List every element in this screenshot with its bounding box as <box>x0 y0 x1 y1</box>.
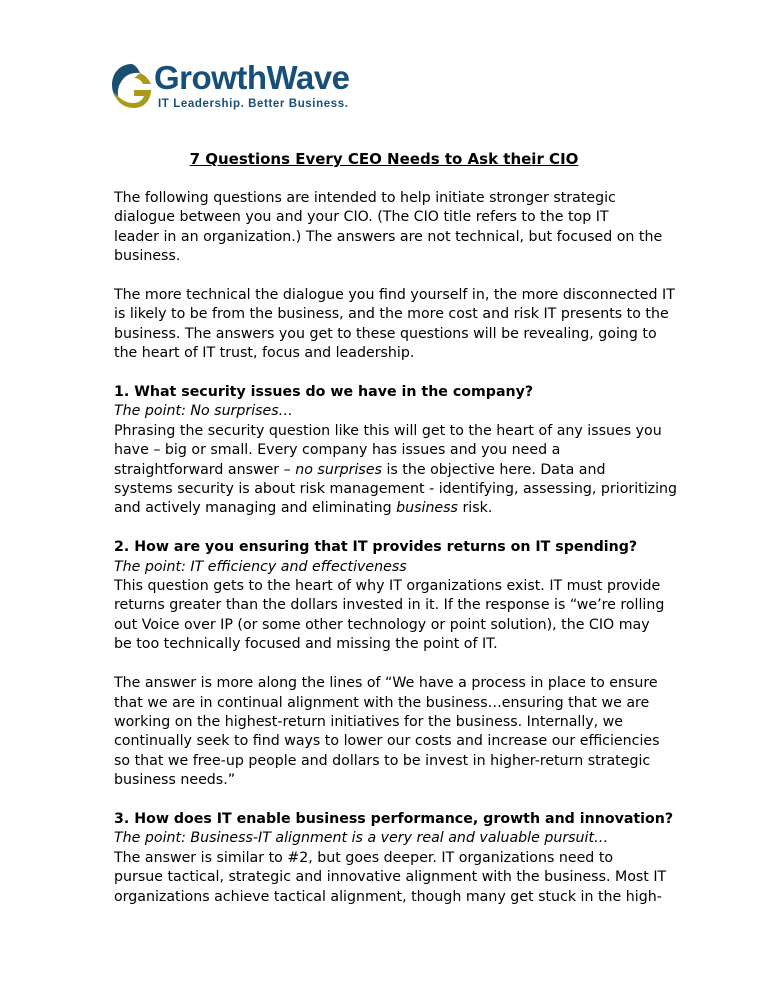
text-line: continually seek to find ways to lower our costs and increase our efficiencies <box>114 733 660 750</box>
text-line: pursue tactical, strategic and innovative alignment with the business. Most IT <box>114 869 667 886</box>
text-segment: is the objective here. Data and <box>381 461 606 478</box>
text-segment: and actively managing and eliminating <box>114 500 397 517</box>
text-segment: straightforward answer – <box>114 461 296 478</box>
document-body <box>114 189 678 926</box>
question-1-point: The point: No surprises… <box>114 403 293 420</box>
question-2-answer-paragraph <box>114 674 666 790</box>
question-3-point: The point: Business-IT alignment is a very real and valuable pursuit… <box>114 830 609 847</box>
text-line: business. The answers you get to these questions will be revealing, going to <box>114 325 657 342</box>
growthwave-swirl-icon <box>110 62 154 110</box>
emphasis-text: business <box>396 500 458 517</box>
text-line: This question gets to the heart of why IT organizations exist. IT must provide <box>114 578 661 595</box>
logo-tagline: IT Leadership. Better Business. <box>158 98 349 110</box>
text-line: business needs.” <box>114 772 236 789</box>
text-line: The more technical the dialogue you find yourself in, the more disconnected IT <box>114 287 675 304</box>
text-line: that we are in continual alignment with the business…ensuring that we are <box>114 694 650 711</box>
text-line: so that we free-up people and dollars to be invest in higher-return strategic <box>114 752 651 769</box>
page-title: 7 Questions Every CEO Needs to Ask their CIO <box>189 150 579 168</box>
question-2-point: The point: IT efficiency and effectiveness <box>114 558 407 575</box>
intro-paragraph <box>114 189 666 267</box>
text-line: be too technically focused and missing the point of IT. <box>114 636 498 653</box>
text-line: business. <box>114 248 181 265</box>
text-line <box>114 461 666 480</box>
text-line: the heart of IT trust, focus and leadership. <box>114 345 415 362</box>
text-line: systems security is about risk management - identifying, assessing, prioritizing <box>114 481 678 498</box>
text-line: out Voice over IP (or some other technology or point solution), the CIO may <box>114 616 650 633</box>
text-line: The following questions are intended to help initiate stronger strategic <box>114 190 616 206</box>
question-1-section <box>114 383 678 519</box>
text-line: The answer is similar to #2, but goes deeper. IT organizations need to <box>114 849 614 866</box>
context-paragraph <box>114 286 675 364</box>
text-line: Phrasing the security question like this will get to the heart of any issues you <box>114 422 662 439</box>
emphasis-text: no surprises <box>295 461 382 478</box>
question-1-heading: 1. What security issues do we have in the company? <box>114 384 534 401</box>
question-2-section <box>114 538 666 654</box>
text-line <box>114 499 666 518</box>
question-3-section <box>114 810 674 907</box>
text-line: have – big or small. Every company has issues and you need a <box>114 442 561 459</box>
text-line: is likely to be from the business, and the more cost and risk IT presents to the <box>114 306 669 323</box>
text-line: working on the highest-return initiatives for the business. Internally, we <box>114 713 624 730</box>
question-2-heading: 2. How are you ensuring that IT provides returns on IT spending? <box>114 539 638 556</box>
text-line: leader in an organization.) The answers are not technical, but focused on the <box>114 228 663 245</box>
text-line: returns greater than the dollars invested in it. If the response is “we’re rolling <box>114 597 665 614</box>
text-line: The answer is more along the lines of “We have a process in place to ensure <box>114 675 658 692</box>
text-segment: risk. <box>457 500 493 517</box>
text-line: dialogue between you and your CIO. (The CIO title refers to the top IT <box>114 209 609 226</box>
logo-wordmark: GrowthWave <box>154 59 350 96</box>
question-3-heading: 3. How does IT enable business performance, growth and innovation? <box>114 810 674 827</box>
text-line: organizations achieve tactical alignment, though many get stuck in the high- <box>114 888 662 905</box>
company-logo <box>110 60 360 116</box>
